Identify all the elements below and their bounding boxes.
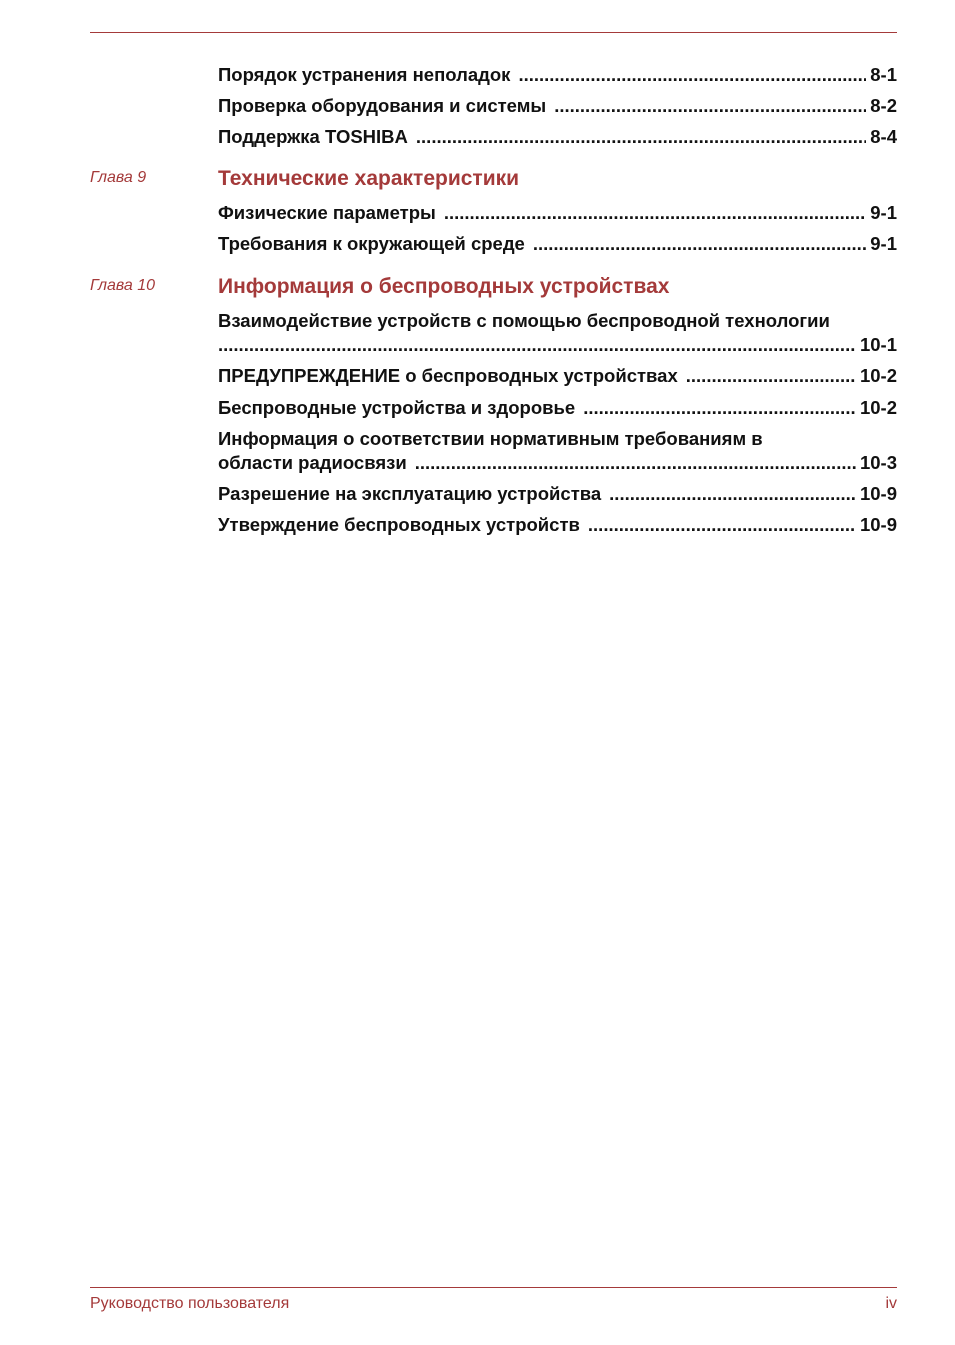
footer-page-number: iv xyxy=(885,1295,897,1312)
dot-leader xyxy=(518,63,866,87)
dot-leader xyxy=(588,513,856,537)
toc-entry-title: Разрешение на эксплуатацию устройства xyxy=(218,483,602,504)
toc-entry-page: 10-1 xyxy=(859,334,897,355)
footer-rule xyxy=(90,1287,897,1288)
toc-entry-wireless-interoperability[interactable] xyxy=(218,309,897,357)
toc-entry-wireless-approval[interactable] xyxy=(218,513,897,537)
dot-leader xyxy=(554,94,866,118)
chapter-10-title[interactable]: Информация о беспроводных устройствах xyxy=(218,275,670,298)
footer-title: Руководство пользователя xyxy=(90,1295,290,1312)
dot-leader xyxy=(444,201,866,225)
toc-entry-wireless-warning[interactable] xyxy=(218,364,897,388)
chapter-9-title[interactable]: Технические характеристики xyxy=(218,167,520,190)
toc-entry-page: 10-3 xyxy=(859,452,897,473)
toc-entry-troubleshooting[interactable] xyxy=(218,63,897,87)
toc-entry-title: Проверка оборудования и системы xyxy=(218,95,547,116)
toc-entry-page: 9-1 xyxy=(870,202,897,223)
toc-entry-operation-authorization[interactable] xyxy=(218,482,897,506)
chapter-9-label: Глава 9 xyxy=(90,169,147,186)
dot-leader xyxy=(218,333,856,357)
toc-entry-title: Порядок устранения неполадок xyxy=(218,64,511,85)
toc-entry-page: 8-2 xyxy=(870,95,897,116)
toc-entry-title: Информация о соответствии нормативным требованиям в xyxy=(218,428,763,449)
toc-entry-page: 8-4 xyxy=(870,126,897,147)
toc-entry-title: Утверждение беспроводных устройств xyxy=(218,514,580,535)
toc-entry-title: Физические параметры xyxy=(218,202,436,223)
toc-entry-title: Поддержка TOSHIBA xyxy=(218,126,408,147)
toc-entry-physical-parameters[interactable] xyxy=(218,201,897,225)
dot-leader xyxy=(609,482,856,506)
toc-entry-toshiba-support[interactable] xyxy=(218,125,897,149)
dot-leader xyxy=(686,364,856,388)
toc-entry-title: ПРЕДУПРЕЖДЕНИЕ о беспроводных устройствах xyxy=(218,365,678,386)
toc-entry-page: 8-1 xyxy=(870,64,897,85)
dot-leader xyxy=(415,451,856,475)
toc-entry-title: Требования к окружающей среде xyxy=(218,233,525,254)
toc-entry-page: 10-2 xyxy=(859,397,897,418)
dot-leader xyxy=(583,396,856,420)
toc-entry-radio-regulatory[interactable] xyxy=(218,427,897,475)
toc-entry-page: 10-2 xyxy=(859,365,897,386)
toc-entry-wireless-health[interactable] xyxy=(218,396,897,420)
toc-entry-page: 9-1 xyxy=(870,233,897,254)
dot-leader xyxy=(533,232,866,256)
toc-entry-page: 10-9 xyxy=(859,514,897,535)
toc-entry-title-continued: области радиосвязи xyxy=(218,452,407,473)
toc-entry-hardware-check[interactable] xyxy=(218,94,897,118)
toc-entry-title: Взаимодействие устройств с помощью беспроводной технологии xyxy=(218,310,830,331)
chapter-10-label: Глава 10 xyxy=(90,277,156,294)
dot-leader xyxy=(416,125,866,149)
toc-entry-environment[interactable] xyxy=(218,232,897,256)
header-rule xyxy=(90,32,897,33)
toc-entry-page: 10-9 xyxy=(859,483,897,504)
toc-entry-title: Беспроводные устройства и здоровье xyxy=(218,397,576,418)
